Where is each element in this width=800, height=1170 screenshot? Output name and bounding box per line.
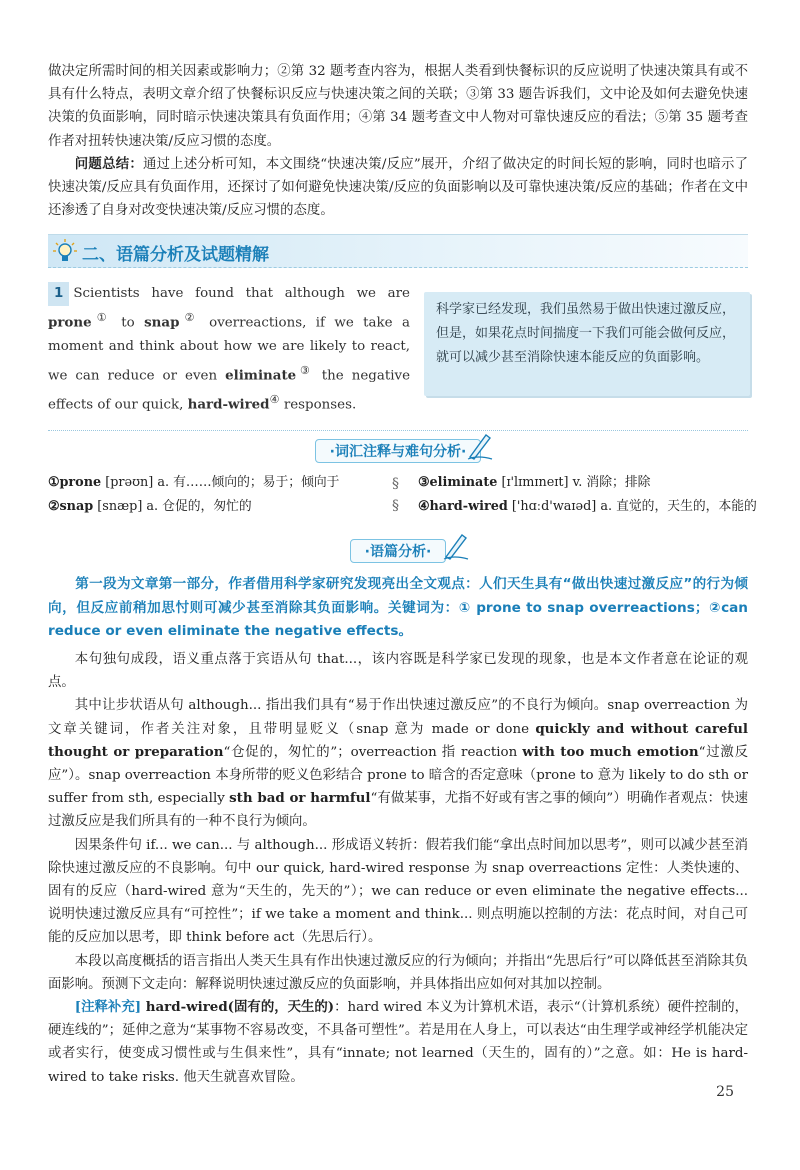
lightbulb-icon xyxy=(52,238,78,268)
top-paragraph-1: 做决定所需时间的相关因素或影响力；②第 32 题考查内容为，根据人类看到快餐标识的反应说明了快速决策具有或不具有什么特点，表明文章介绍了快餐标识反应与快速决策之间的关联；③第 33 题告诉我们，文中论及如何去避免快速决策的负面影响，同时暗示快速决策具有负面作用；④第 34 题考查文中人物对可靠快速反应的看法；⑤第 35 题考查作者对扭转快速决策/反应习惯的态度。 xyxy=(48,64,748,149)
vocab-item-hard-wired: ④hard-wired ['hɑːd'waɪəd] a. 直觉的，天生的，本能的 xyxy=(418,499,757,515)
summary-label: 问题总结： xyxy=(74,155,143,172)
binding-icon: § § xyxy=(392,476,399,515)
page-content xyxy=(48,60,757,1089)
passage-block xyxy=(48,274,748,424)
analysis-paragraph-2: 其中让步状语从句 although... 指出我们具有“易于作出快速过激反应”的不良行为倾向。snap overreaction 为文章关键词，作者关注对象，且带明显贬义（snap 意为 made or done quickly and without careful thought or preparation“仓促的，匆忙的”；overreaction 指 reaction with too much emotion“过激反应”）。snap overreaction 本身所带的贬义色彩结合 prone to 暗含的否定意味（prone to 意为 likely to do sth or suffer from sth, especially sth bad or harmful“有做某事，尤指不好或有害之事的倾向”）明确作者观点：快速过激反应是我们所具有的一种不良行为倾向。 xyxy=(48,698,749,830)
vocab-left xyxy=(48,471,378,519)
page-number: 25 xyxy=(716,1084,734,1100)
summary-text: 通过上述分析可知，本文围绕“快速决策/反应”展开，介绍了做决定的时间长短的影响，同时也暗示了快速决策/反应具有负面作用，还探讨了如何避免快速决策/反应的负面影响以及可靠快速决策/反应的基础；作者在文中还渗透了自身对改变快速决策/反应习惯的态度。 xyxy=(48,156,749,219)
vocab-tag xyxy=(288,439,508,465)
analysis-paragraph-1: 本句独句成段，语义重点落于宾语从句 that...，该内容既是科学家已发现的现象，也是本文作者意在论证的观点。 xyxy=(48,651,748,691)
section-header xyxy=(48,234,748,268)
note-label: [注释补充] xyxy=(74,998,142,1015)
analysis-tag-label: ·语篇分析· xyxy=(350,539,447,563)
analysis-summary: 第一段为文章第一部分，作者借用科学家研究发现亮出全文观点：人们天生具有“做出快速过激反应”的行为倾向，但反应前稍加思忖则可减少甚至消除其负面影响。关键词为：① prone to snap overreactions；②can reduce or even eliminate the negative effects。 xyxy=(48,576,748,640)
vocab-item-snap: ②snap [snæp] a. 仓促的，匆忙的 xyxy=(48,499,252,515)
analysis-paragraph-4: 本段以高度概括的语言指出人类天生具有作出快速过激反应的行为倾向；并指出“先思后行”可以降低甚至消除其负面影响。预测下文走向：解释说明快速过激反应的负面影响，并具体指出应如何对其加以控制。 xyxy=(48,953,748,992)
passage-translation: 科学家已经发现，我们虽然易于做出快速过激反应，但是，如果花点时间揣度一下我们可能会做何反应，就可以减少甚至消除快速本能反应的负面影响。 xyxy=(424,292,750,396)
section-title: 二、语篇分析及试题精解 xyxy=(82,245,269,266)
pen-icon xyxy=(442,531,470,565)
vocab-tag-label: ·词汇注释与难句分析· xyxy=(315,439,482,463)
vocab-item-eliminate: ③eliminate [ɪ'lɪmɪneɪt] v. 消除；排除 xyxy=(418,475,651,491)
vocab-right xyxy=(418,471,758,519)
pen-icon xyxy=(466,431,494,465)
note-term: hard-wired(固有的，天生的) xyxy=(141,998,335,1015)
vocab-list xyxy=(48,471,757,531)
divider xyxy=(48,430,748,431)
note-supplement xyxy=(48,996,748,1089)
analysis-tag xyxy=(288,539,508,565)
passage-english: 1 Scientists have found that although we are prone① to snap② overreactions, if we take a moment and think about how we are likely to react, we can reduce or even eliminate③ the negative effects of our quick, hard-wired④ responses. xyxy=(48,282,410,416)
vocab-item-prone: ①prone [prəʊn] a. 有……倾向的；易于；倾向于 xyxy=(48,475,340,491)
top-paragraph-2 xyxy=(48,153,748,223)
paragraph-number: 1 xyxy=(48,282,69,306)
analysis-paragraph-3: 因果条件句 if... we can... 与 although... 形成语义转折：假若我们能“拿出点时间加以思考”，则可以减少甚至消除快速过激反应的不良影响。句中 our quick, hard-wired response 为 snap overreactions 定性：人类快速的、固有的反应（hard-wired 意为“天生的，先天的”）；we can reduce or even eliminate the negative effects... 说明快速过激反应具有“可控性”；if we take a moment and think... 则点明施以控制的方法：花点时间，对自己可能的反应加以思考，即 think before act（先思后行）。 xyxy=(48,837,748,946)
note-text: ：hard wired 本义为计算机术语，表示“（计算机系统）硬件控制的，硬连线的”；延伸之意为“某事物不容易改变，不具备可塑性”。若是用在人身上，可以表达“由生理学或神经学机能决定或者实行，使变成习惯性或与生俱来性”，具有“innate; not learned（天生的，固有的）”之意。如：He is hard-wired to take risks. 他天生就喜欢冒险。 xyxy=(48,999,748,1085)
